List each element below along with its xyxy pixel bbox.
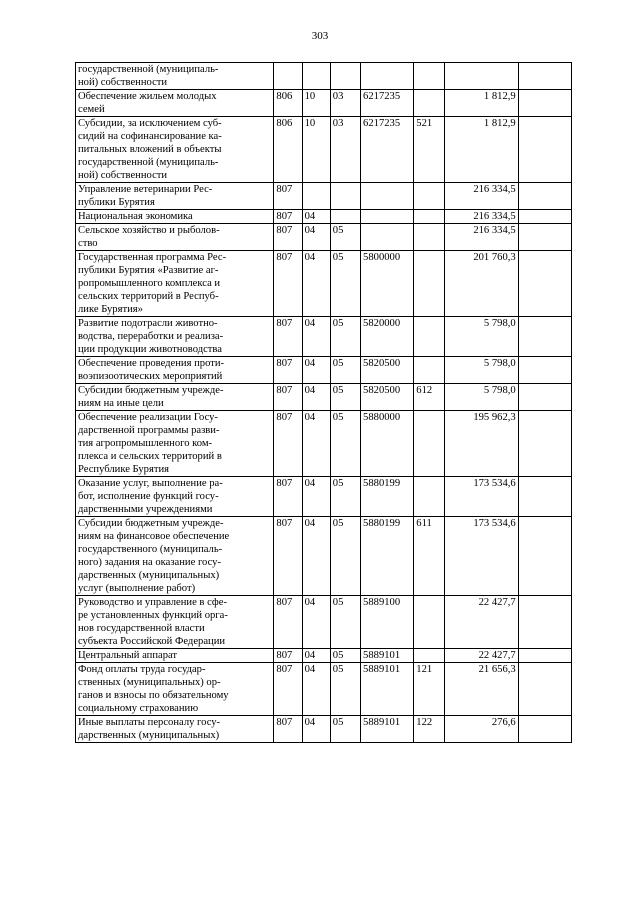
cell-empty: [518, 411, 571, 477]
cell-expense-type: [414, 357, 444, 384]
cell-name: Обеспечение проведения проти- воэпизоотических мероприятий: [76, 357, 274, 384]
cell-sum: 21 656,3: [444, 663, 518, 716]
cell-section-code: 04: [302, 716, 330, 743]
table-row: [76, 317, 572, 357]
table-row: [76, 63, 572, 90]
cell-subsection-code: 05: [330, 649, 360, 663]
cell-sum: 22 427,7: [444, 596, 518, 649]
cell-ministry-code: 807: [274, 357, 302, 384]
cell-subsection-code: 05: [330, 596, 360, 649]
cell-target-item: 5820500: [361, 357, 414, 384]
cell-sum: 276,6: [444, 716, 518, 743]
cell-name: Фонд оплаты труда государ- ственных (муниципальных) ор- ганов и взносы по обязательному социальному страхованию: [76, 663, 274, 716]
cell-section-code: 04: [302, 210, 330, 224]
table-row: [76, 224, 572, 251]
cell-sum: 173 534,6: [444, 517, 518, 596]
cell-section-code: 04: [302, 649, 330, 663]
cell-name: Обеспечение реализации Госу- дарственной программы разви- тия агропромышленного ком- плекса и сельских территорий в Республике Бурятия: [76, 411, 274, 477]
cell-section-code: 04: [302, 224, 330, 251]
cell-name: Развитие подотрасли животно- водства, переработки и реализа- ции продукции животноводства: [76, 317, 274, 357]
cell-target-item: [361, 183, 414, 210]
cell-sum: 5 798,0: [444, 357, 518, 384]
cell-subsection-code: 05: [330, 357, 360, 384]
cell-section-code: 04: [302, 357, 330, 384]
cell-name: Обеспечение жильем молодых семей: [76, 90, 274, 117]
cell-target-item: [361, 63, 414, 90]
budget-table-body: [76, 63, 572, 743]
cell-name: Иные выплаты персоналу госу- дарственных (муниципальных): [76, 716, 274, 743]
cell-target-item: 5800000: [361, 251, 414, 317]
cell-subsection-code: 05: [330, 716, 360, 743]
cell-name: Руководство и управление в сфе- ре установленных функций орга- нов государственной власти субъекта Российской Федерации: [76, 596, 274, 649]
cell-name: Оказание услуг, выполнение ра- бот, исполнение функций госу- дарственными учреждениями: [76, 477, 274, 517]
cell-expense-type: [414, 411, 444, 477]
cell-empty: [518, 251, 571, 317]
cell-subsection-code: 05: [330, 411, 360, 477]
cell-sum: 216 334,5: [444, 183, 518, 210]
cell-ministry-code: 807: [274, 517, 302, 596]
table-row: [76, 210, 572, 224]
cell-target-item: 5880199: [361, 477, 414, 517]
cell-subsection-code: 05: [330, 317, 360, 357]
cell-ministry-code: 807: [274, 649, 302, 663]
cell-section-code: 04: [302, 596, 330, 649]
cell-expense-type: [414, 224, 444, 251]
cell-empty: [518, 63, 571, 90]
table-row: [76, 411, 572, 477]
cell-subsection-code: 05: [330, 251, 360, 317]
cell-target-item: 5880000: [361, 411, 414, 477]
cell-sum: 216 334,5: [444, 210, 518, 224]
cell-target-item: 5889101: [361, 649, 414, 663]
cell-expense-type: [414, 183, 444, 210]
budget-table: [75, 62, 572, 743]
cell-sum: 201 760,3: [444, 251, 518, 317]
cell-name: государственной (муниципаль- ной) собственности: [76, 63, 274, 90]
cell-expense-type: [414, 210, 444, 224]
cell-expense-type: 121: [414, 663, 444, 716]
cell-empty: [518, 649, 571, 663]
cell-ministry-code: 807: [274, 477, 302, 517]
cell-name: Управление ветеринарии Рес- публики Бурятия: [76, 183, 274, 210]
cell-ministry-code: 806: [274, 90, 302, 117]
cell-target-item: 5889100: [361, 596, 414, 649]
cell-section-code: 04: [302, 317, 330, 357]
table-row: [76, 90, 572, 117]
cell-expense-type: [414, 477, 444, 517]
cell-ministry-code: 807: [274, 251, 302, 317]
cell-ministry-code: 807: [274, 317, 302, 357]
cell-target-item: 5820000: [361, 317, 414, 357]
cell-section-code: [302, 63, 330, 90]
cell-expense-type: [414, 63, 444, 90]
cell-section-code: [302, 183, 330, 210]
cell-ministry-code: 806: [274, 117, 302, 183]
cell-section-code: 04: [302, 517, 330, 596]
cell-target-item: [361, 210, 414, 224]
cell-name: Государственная программа Рес- публики Бурятия «Развитие аг- ропромышленного комплекса и сельских территорий в Респуб- лике Бурятия»: [76, 251, 274, 317]
table-row: [76, 384, 572, 411]
cell-expense-type: [414, 649, 444, 663]
table-row: [76, 517, 572, 596]
cell-empty: [518, 224, 571, 251]
cell-sum: 5 798,0: [444, 317, 518, 357]
cell-empty: [518, 183, 571, 210]
cell-ministry-code: 807: [274, 183, 302, 210]
cell-target-item: 5820500: [361, 384, 414, 411]
cell-ministry-code: [274, 63, 302, 90]
cell-section-code: 10: [302, 90, 330, 117]
cell-section-code: 10: [302, 117, 330, 183]
cell-subsection-code: 05: [330, 663, 360, 716]
cell-expense-type: 521: [414, 117, 444, 183]
cell-subsection-code: 03: [330, 90, 360, 117]
cell-ministry-code: 807: [274, 210, 302, 224]
cell-empty: [518, 90, 571, 117]
cell-sum: [444, 63, 518, 90]
cell-subsection-code: 05: [330, 517, 360, 596]
table-row: [76, 477, 572, 517]
cell-sum: 5 798,0: [444, 384, 518, 411]
table-row: [76, 357, 572, 384]
cell-sum: 1 812,9: [444, 90, 518, 117]
cell-section-code: 04: [302, 384, 330, 411]
cell-target-item: 5880199: [361, 517, 414, 596]
cell-empty: [518, 716, 571, 743]
cell-name: Сельское хозяйство и рыболов- ство: [76, 224, 274, 251]
cell-subsection-code: 03: [330, 117, 360, 183]
cell-name: Субсидии бюджетным учрежде- ниям на финансовое обеспечение государственного (муниципаль- ного) задания на оказание госу- дарственных (муниципальных) услуг (выполнение работ): [76, 517, 274, 596]
table-row: [76, 649, 572, 663]
cell-target-item: 5889101: [361, 663, 414, 716]
cell-empty: [518, 517, 571, 596]
cell-ministry-code: 807: [274, 384, 302, 411]
cell-empty: [518, 357, 571, 384]
cell-ministry-code: 807: [274, 224, 302, 251]
cell-empty: [518, 596, 571, 649]
cell-sum: 216 334,5: [444, 224, 518, 251]
cell-empty: [518, 210, 571, 224]
cell-expense-type: 612: [414, 384, 444, 411]
cell-ministry-code: 807: [274, 411, 302, 477]
table-row: [76, 117, 572, 183]
cell-empty: [518, 477, 571, 517]
cell-subsection-code: 05: [330, 477, 360, 517]
cell-expense-type: [414, 596, 444, 649]
cell-sum: 195 962,3: [444, 411, 518, 477]
cell-target-item: 6217235: [361, 117, 414, 183]
cell-target-item: 5889101: [361, 716, 414, 743]
cell-sum: 1 812,9: [444, 117, 518, 183]
table-row: [76, 663, 572, 716]
cell-ministry-code: 807: [274, 716, 302, 743]
cell-section-code: 04: [302, 251, 330, 317]
cell-subsection-code: [330, 183, 360, 210]
cell-subsection-code: 05: [330, 384, 360, 411]
cell-empty: [518, 317, 571, 357]
cell-expense-type: [414, 317, 444, 357]
table-row: [76, 716, 572, 743]
cell-empty: [518, 384, 571, 411]
page-number: 303: [311, 30, 329, 42]
cell-ministry-code: 807: [274, 663, 302, 716]
cell-section-code: 04: [302, 477, 330, 517]
cell-expense-type: 122: [414, 716, 444, 743]
cell-empty: [518, 663, 571, 716]
cell-section-code: 04: [302, 663, 330, 716]
table-row: [76, 183, 572, 210]
cell-name: Субсидии, за исключением суб- сидий на софинансирование ка- питальных вложений в объекты государственной (муниципаль- ной) собственности: [76, 117, 274, 183]
cell-sum: 22 427,7: [444, 649, 518, 663]
cell-expense-type: 611: [414, 517, 444, 596]
cell-subsection-code: [330, 63, 360, 90]
cell-expense-type: [414, 90, 444, 117]
cell-subsection-code: [330, 210, 360, 224]
cell-name: Субсидии бюджетным учрежде- ниям на иные цели: [76, 384, 274, 411]
table-row: [76, 596, 572, 649]
cell-expense-type: [414, 251, 444, 317]
cell-subsection-code: 05: [330, 224, 360, 251]
cell-ministry-code: 807: [274, 596, 302, 649]
cell-sum: 173 534,6: [444, 477, 518, 517]
table-row: [76, 251, 572, 317]
cell-empty: [518, 117, 571, 183]
cell-section-code: 04: [302, 411, 330, 477]
cell-target-item: 6217235: [361, 90, 414, 117]
cell-name: Национальная экономика: [76, 210, 274, 224]
cell-target-item: [361, 224, 414, 251]
cell-name: Центральный аппарат: [76, 649, 274, 663]
